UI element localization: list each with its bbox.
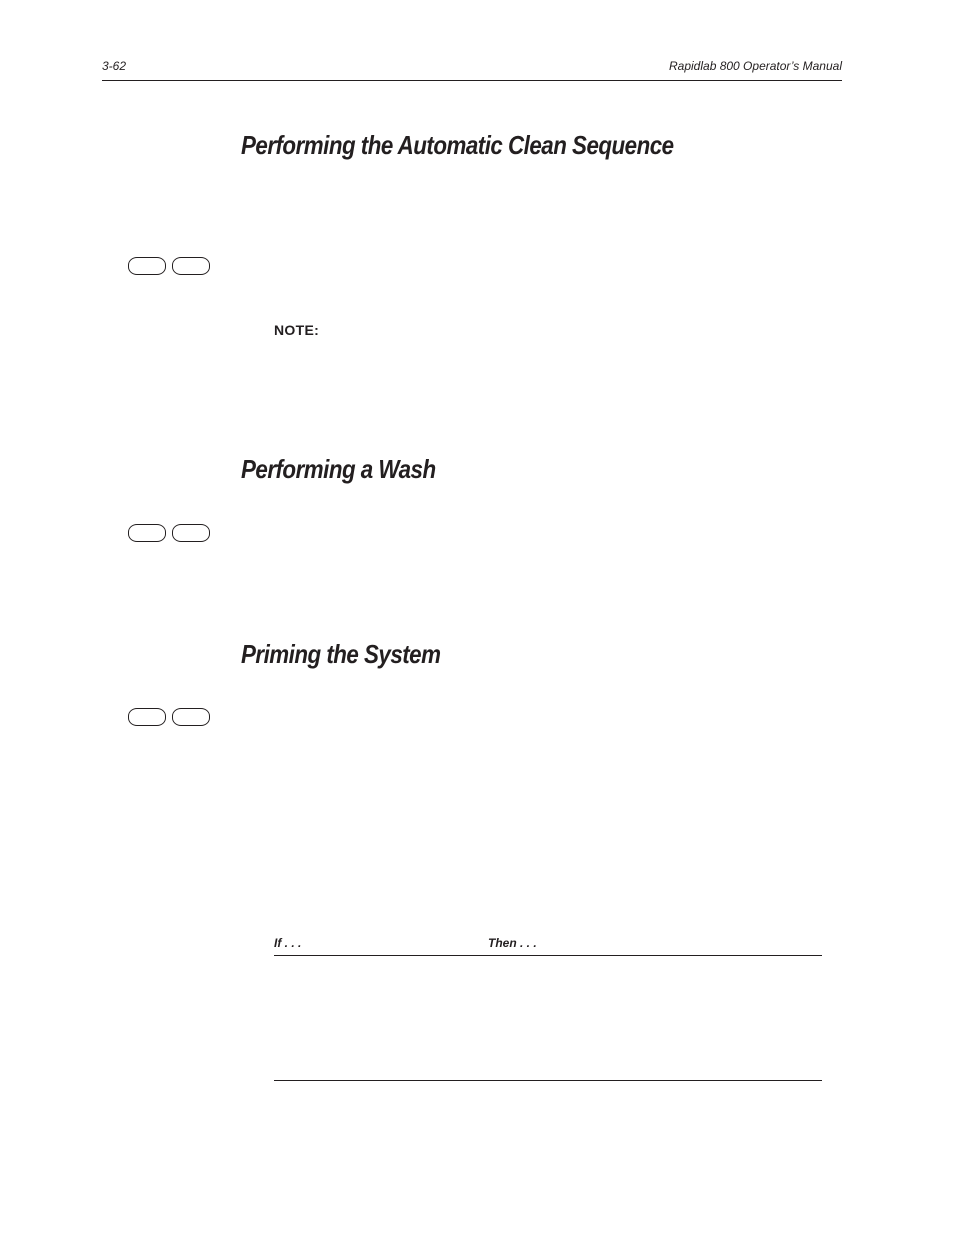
section-heading-automatic-clean: Performing the Automatic Clean Sequence [241, 130, 674, 160]
note-label: NOTE: [274, 322, 320, 338]
key-icons-priming [128, 708, 210, 726]
key-icons-wash [128, 524, 210, 542]
key-icon [128, 257, 166, 275]
table-column-then: Then . . . [488, 936, 537, 950]
header-rule [102, 80, 842, 81]
table-column-if: If . . . [274, 936, 302, 950]
table-header-rule [274, 955, 822, 956]
running-title: Rapidlab 800 Operator’s Manual [669, 59, 842, 73]
key-icons-clean [128, 257, 210, 275]
table-bottom-rule [274, 1080, 822, 1081]
key-icon [128, 524, 166, 542]
section-heading-priming: Priming the System [241, 639, 441, 669]
key-icon [172, 257, 210, 275]
key-icon [172, 708, 210, 726]
key-icon [172, 524, 210, 542]
section-heading-wash: Performing a Wash [241, 454, 436, 484]
key-icon [128, 708, 166, 726]
page-number: 3-62 [102, 59, 127, 73]
